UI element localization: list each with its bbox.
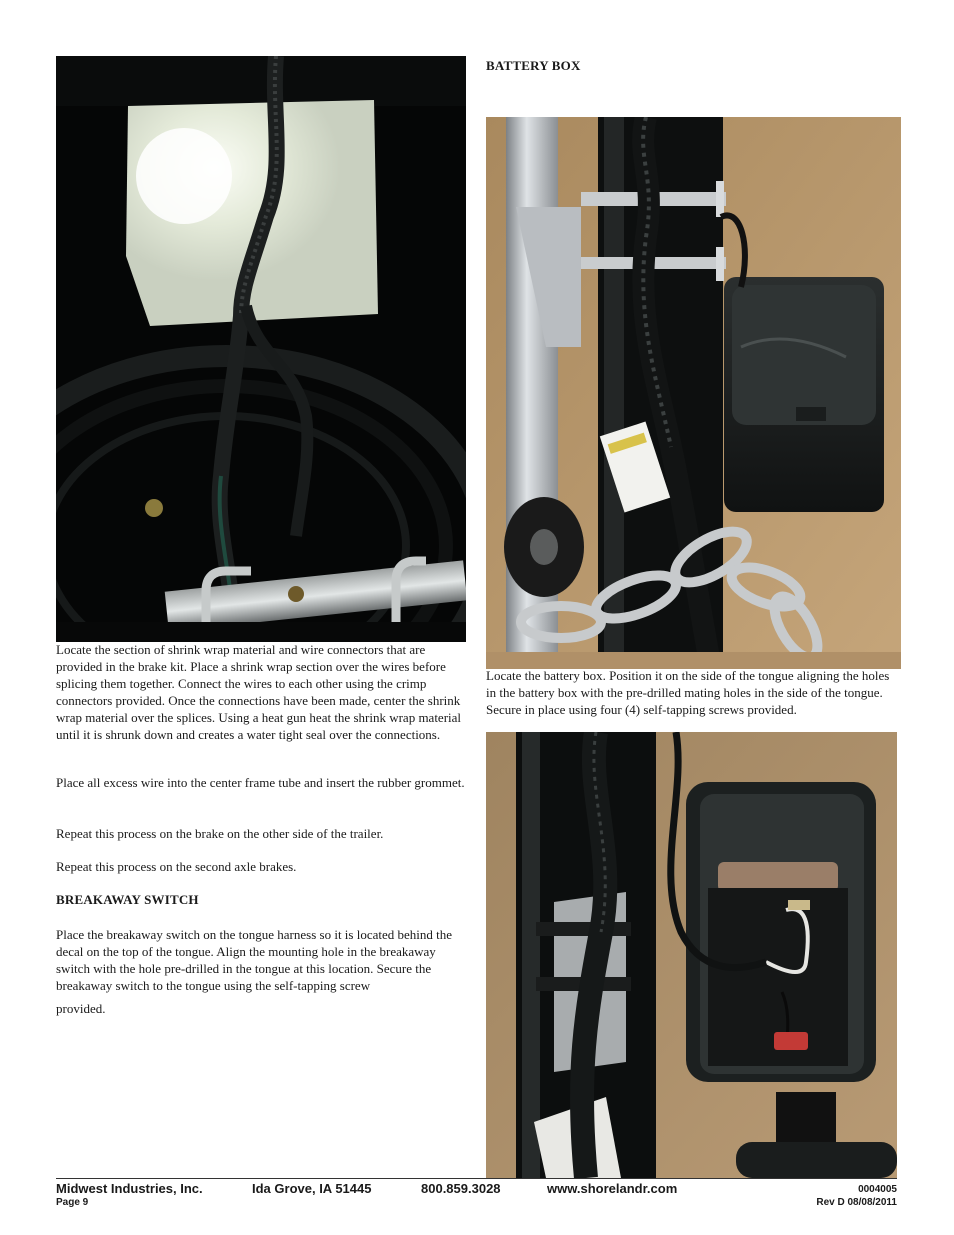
photo-brake-wiring-splice-icon xyxy=(56,56,466,642)
footer-website: www.shorelandr.com xyxy=(547,1181,678,1196)
repeat-other-side-paragraph: Repeat this process on the brake on the other side of the trailer. xyxy=(56,826,384,841)
photo-battery-box-closed-icon xyxy=(486,117,901,669)
battery-box-open-photo xyxy=(486,732,897,1178)
repeat-second-axle-paragraph: Repeat this process on the second axle brakes. xyxy=(56,859,297,874)
breakaway-switch-paragraph-end: provided. xyxy=(56,1001,106,1016)
brake-wiring-photo xyxy=(56,56,466,642)
photo-battery-box-open-icon xyxy=(486,732,897,1178)
footer-location: Ida Grove, IA 51445 xyxy=(252,1181,372,1196)
footer-rule xyxy=(56,1178,897,1179)
footer-page-number: Page 9 xyxy=(56,1197,89,1208)
footer-part-number: 0004005 xyxy=(858,1184,897,1195)
footer-phone: 800.859.3028 xyxy=(421,1181,501,1196)
footer-revision: Rev D 08/08/2011 xyxy=(816,1197,897,1208)
battery-box-heading: BATTERY BOX xyxy=(486,58,581,73)
battery-box-closed-photo xyxy=(486,117,901,669)
footer-company: Midwest Industries, Inc. xyxy=(56,1181,203,1196)
battery-box-caption: Locate the battery box. Position it on the side of the tongue aligning the holes in the battery box with the pre-drilled mating holes in the side of the tongue. Secure in place using four (4) self-tapping screws provided. xyxy=(486,668,890,717)
breakaway-switch-heading: BREAKAWAY SWITCH xyxy=(56,892,199,907)
shrink-wrap-paragraph: Locate the section of shrink wrap material and wire connectors that are provided in the brake kit. Place a shrink wrap section over the wires before splicing them together. Connect the wires to each other using the crimp connectors provided. Once the connections have been made, center the shrink wrap material over the splices. Using a heat gun heat the shrink wrap material until it is shrunk down and creates a water tight seal over the connections. xyxy=(56,642,462,742)
excess-wire-paragraph: Place all excess wire into the center frame tube and insert the rubber grommet. xyxy=(56,775,465,790)
breakaway-switch-paragraph: Place the breakaway switch on the tongue harness so it is located behind the decal on the top of the tongue. Align the mounting hole in the breakaway switch with the hole pre-drilled in the tongue at this location. Secure the breakaway switch to the tongue using the self-tapping screw xyxy=(56,927,453,993)
